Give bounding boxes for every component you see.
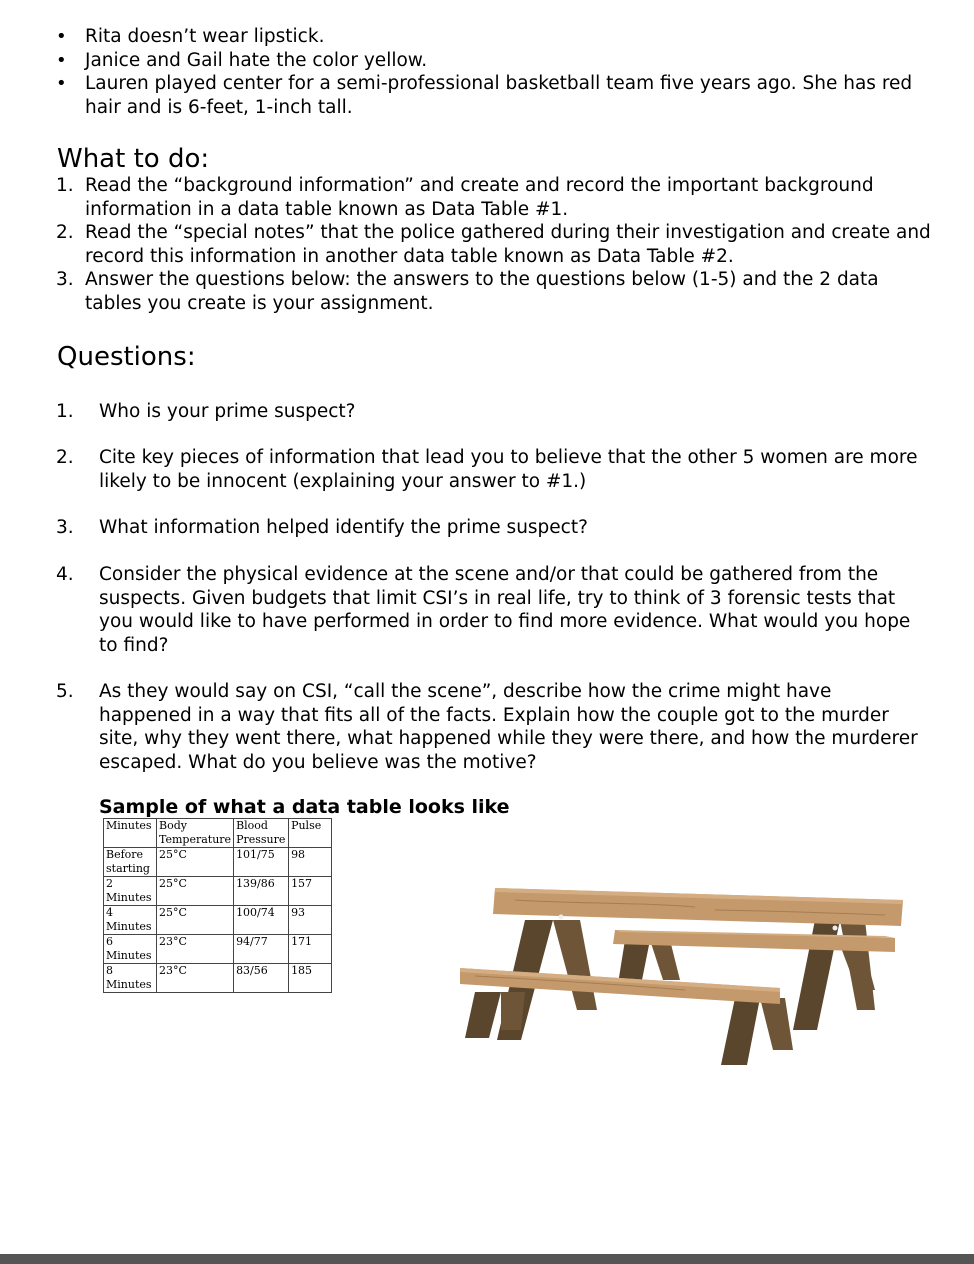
step-item-1 <box>56 174 936 221</box>
table-cell: 101/75 <box>234 848 289 877</box>
table-cell: 8 Minutes <box>104 964 157 993</box>
bench-leg <box>760 998 793 1050</box>
step-number: 2. <box>56 222 74 243</box>
bench-leg <box>721 998 760 1065</box>
sample-table-title: Sample of what a data table looks like <box>99 796 510 818</box>
picnic-table-illustration <box>455 880 915 1080</box>
question-item-3 <box>56 516 926 540</box>
table-cell: 93 <box>289 906 332 935</box>
what-to-do-steps <box>56 174 936 315</box>
page-footer-bar <box>0 1254 974 1264</box>
question-text: Consider the physical evidence at the scene and/or that could be gathered from the suspects. Given budgets that limit CSI’s in real life, try to think of 3 forensic tests that you would like to have performed in order to find more evidence. What would you hope to find? <box>99 564 911 656</box>
step-text: Read the “background information” and create and record the important background information in a data table known as Data Table #1. <box>85 175 874 220</box>
question-number: 4. <box>56 564 74 585</box>
table-leg <box>553 920 597 1010</box>
table-cell: 2 Minutes <box>104 877 157 906</box>
table-header-cell: Minutes <box>104 819 157 848</box>
question-text: As they would say on CSI, “call the scene”, describe how the crime might have happened in a way that fits all of the facts. Explain how the couple got to the murder site, why they went there, what happened while they were there, and how the murderer escaped. What do you believe was the motive? <box>99 681 918 773</box>
clue-bullet-2: • Janice and Gail hate the color yellow. <box>56 49 936 73</box>
table-row <box>104 935 332 964</box>
question-number: 5. <box>56 681 74 702</box>
table-row <box>104 877 332 906</box>
step-text: Read the “special notes” that the police gathered during their investigation and create and record this information in another data table known as Data Table #2. <box>85 222 931 267</box>
table-cell: 94/77 <box>234 935 289 964</box>
table-cell: 139/86 <box>234 877 289 906</box>
table-row <box>104 848 332 877</box>
clue-bullet-list <box>56 25 936 119</box>
table-header-row <box>104 819 332 848</box>
table-cell: 83/56 <box>234 964 289 993</box>
table-cell: 4 Minutes <box>104 906 157 935</box>
table-cell: 25°C <box>157 848 234 877</box>
table-cell: 171 <box>289 935 332 964</box>
question-text: Who is your prime suspect? <box>99 401 356 422</box>
table-cell: 6 Minutes <box>104 935 157 964</box>
step-text: Answer the questions below: the answers to the questions below (1-5) and the 2 data tables you create is your assignment. <box>85 269 879 314</box>
clue-bullet-1: • Rita doesn’t wear lipstick. <box>56 25 936 49</box>
clue-bullet-3: • Lauren played center for a semi-professional basketball team five years ago. She has red hair and is 6-feet, 1-inch tall. <box>56 72 936 119</box>
table-cell: 185 <box>289 964 332 993</box>
questions-heading: Questions: <box>57 342 196 372</box>
step-number: 3. <box>56 269 74 290</box>
question-number: 3. <box>56 517 74 538</box>
question-text: What information helped identify the prime suspect? <box>99 517 588 538</box>
table-row <box>104 906 332 935</box>
step-item-2 <box>56 221 936 268</box>
bench-leg <box>501 992 525 1030</box>
table-cell: Before starting <box>104 848 157 877</box>
bench-leg <box>650 940 680 980</box>
table-header-cell: Body Temperature <box>157 819 234 848</box>
question-item-5 <box>56 680 926 774</box>
table-header-cell: Blood Pressure <box>234 819 289 848</box>
table-cell: 100/74 <box>234 906 289 935</box>
question-item-2 <box>56 446 926 493</box>
table-row <box>104 964 332 993</box>
table-cell: 23°C <box>157 964 234 993</box>
question-number: 1. <box>56 401 74 422</box>
question-item-1 <box>56 400 926 424</box>
question-item-4 <box>56 563 926 657</box>
sample-data-table <box>103 818 332 993</box>
question-number: 2. <box>56 447 74 468</box>
table-cell: 98 <box>289 848 332 877</box>
question-text: Cite key pieces of information that lead you to believe that the other 5 women are more likely to be innocent (explaining your answer to #1.) <box>99 447 918 492</box>
step-item-3 <box>56 268 936 315</box>
bench-leg <box>465 992 501 1038</box>
table-cell: 25°C <box>157 906 234 935</box>
table-cell: 157 <box>289 877 332 906</box>
table-header-cell: Pulse <box>289 819 332 848</box>
table-cell: 23°C <box>157 935 234 964</box>
step-number: 1. <box>56 175 74 196</box>
what-to-do-heading: What to do: <box>57 144 210 174</box>
table-cell: 25°C <box>157 877 234 906</box>
